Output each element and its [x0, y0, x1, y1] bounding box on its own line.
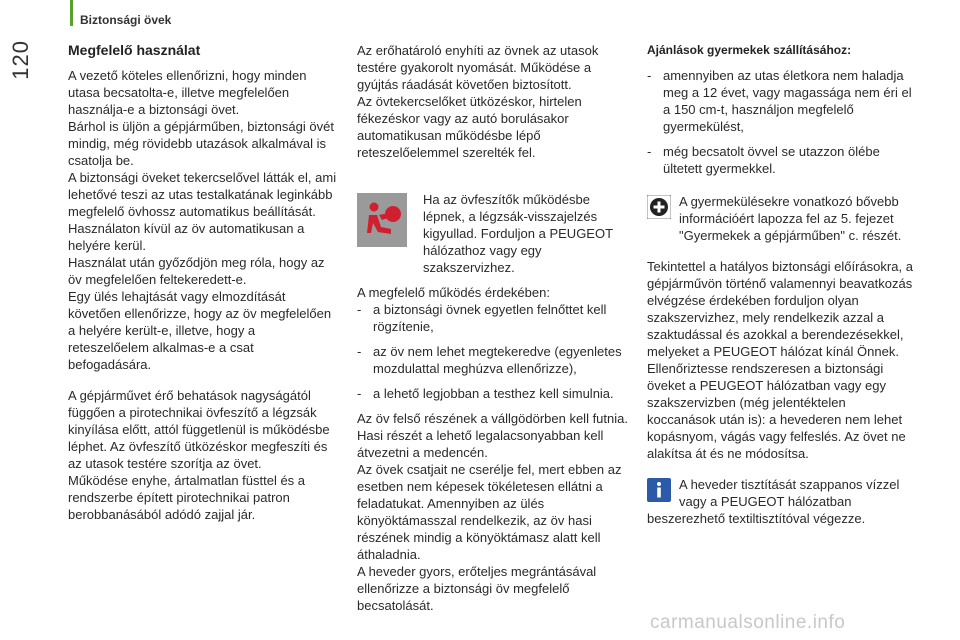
- list-item: - a lehető legjobban a testhez kell simulnia.: [357, 386, 614, 401]
- col1-para2-1: A gépjárművet érő behatások nagyságától függően a pirotechnikai övfeszítő a légzsák kinyílása előtt, attól függetlenül is működésbe léphet. Az övfeszítő ütközéskor megfeszíti és az utasok testére szorítja az övet.: [68, 388, 330, 471]
- col1-para1-2: Bárhol is üljön a gépjárműben, biztonsági övét mindig, még rövidebb utazások alkalmával is csatolja be.: [68, 119, 334, 168]
- col3-para-1: Tekintettel a hatályos biztonsági előírásokra, a gépjárművön történő valamennyi beavatkozás elvégzése érdekében forduljon olyan szakszervizhez, mely rendelkezik azzal a szaktudással és azokkal a berendezésekkel, melyeket a PEUGEOT hálózat kínál Önnek.: [647, 259, 913, 359]
- plus-icon: [647, 195, 671, 219]
- airbag-warning-callout: [357, 191, 632, 276]
- child-seat-info-text: A gyermekülésekre vonatkozó bővebb információért lapozza fel az 5. fejezet "Gyermekek a gépjárműben" c. részét.: [679, 194, 902, 243]
- airbag-warning-text: Ha az övfeszítők működésbe lépnek, a légzsák-visszajelzés kigyullad. Forduljon a PEUGEOT hálózathoz vagy egy szakszervizhez.: [423, 192, 613, 275]
- section-title: Biztonsági övek: [80, 13, 172, 27]
- heading-proper-use: Megfelelő használat: [68, 42, 201, 58]
- col2-intro-1: Az erőhatároló enyhíti az övnek az utasok testére gyakorolt nyomását. Működése a gyújtás ráadását követően biztosított.: [357, 43, 599, 92]
- col1-para1-3: A biztonsági öveket tekercselővel látták el, ami lehetővé teszi az utas testalkatának leginkább megfelelő övhossz automatikus beállítását. Használaton kívül az öv automatikusan a helyére kerül.: [68, 170, 337, 253]
- child-seat-info-callout: [647, 193, 917, 244]
- col2-list-intro: A megfelelő működés érdekében:: [357, 285, 550, 300]
- cleaning-info-text: A heveder tisztítását szappanos vízzel vagy a PEUGEOT hálózatban beszerezhető textiltisztítóval végezze.: [647, 477, 900, 526]
- watermark: carmanualsonline.info: [650, 612, 846, 633]
- col2-intro-2: Az övtekercselőket ütközéskor, hirtelen fékezéskor vagy az autó borulásakor automatikusan működésbe lépő reteszelőelemmel szerelték fel.: [357, 94, 582, 160]
- col1-para1-4: Használat után győződjön meg róla, hogy az öv megfelelően feltekeredett-e.: [68, 255, 325, 287]
- list-item: - amennyiben az utas életkora nem haladja meg a 12 évet, vagy magassága nem éri el a 150 cm-t, használjon megfelelő gyermekülést,: [647, 68, 912, 134]
- column-1: [68, 42, 338, 523]
- cleaning-info-callout: [647, 476, 917, 527]
- col1-para1-5: Egy ülés lehajtását vagy elmozdítását követően ellenőrizze, hogy az öv megfelelően a helyére került-e, illetve, hogy a reteszelőelem alkalmas-e a csat befogadására.: [68, 289, 332, 372]
- col2-outro-1: Az öv felső részének a vállgödörben kell futnia. Hasi részét a lehető legalacsonyabban kell átvezetni a medencén.: [357, 411, 628, 460]
- header-accent-bar: [70, 0, 73, 26]
- info-icon: [647, 478, 671, 502]
- col2-outro-3: A heveder gyors, erőteljes megrántásával ellenőrizze a biztonsági öv megfelelő becsatolását.: [357, 564, 597, 613]
- col1-para1-1: A vezető köteles ellenőrizni, hogy minden utasa becsatolta-e, illetve megfelelően használja-e a biztonsági övet.: [68, 68, 307, 117]
- column-2: [357, 42, 632, 614]
- list-item: - még becsatolt övvel se utazzon ölébe ültetett gyermekkel.: [647, 144, 880, 176]
- heading-child-transport: Ajánlások gyermekek szállításához:: [647, 43, 852, 57]
- col1-para2-2: Működése enyhe, ártalmatlan füsttel és a rendszerbe épített pirotechnikai patron berobbanásából adódó zajjal jár.: [68, 473, 306, 522]
- list-item: - az öv nem lehet megtekeredve (egyenletes mozdulattal meghúzva ellenőrizze),: [357, 344, 622, 376]
- airbag-warning-icon: [357, 193, 407, 247]
- column-3: [647, 42, 917, 527]
- col2-outro-2: Az övek csatjait ne cserélje fel, mert ebben az esetben nem képesek tökéletesen ellátni a feladatukat. Amennyiben az ülés könyöktámasszal rendelkezik, az öv hasi részének mindig a könyöktámasz alatt kell áthaladnia.: [357, 462, 622, 562]
- list-item: - a biztonsági övnek egyetlen felnőttet kell rögzítenie,: [357, 302, 607, 334]
- page-number: 120: [8, 40, 33, 80]
- col3-para-2: Ellenőriztesse rendszeresen a biztonsági öveket a PEUGEOT hálózatban vagy egy szakszervizben (még jelentéktelen koccanások után is): a hevederen nem lehet kopásnyom, vágás vagy felfeslés. Az övet ne alakítsa át és ne módosítsa.: [647, 361, 906, 461]
